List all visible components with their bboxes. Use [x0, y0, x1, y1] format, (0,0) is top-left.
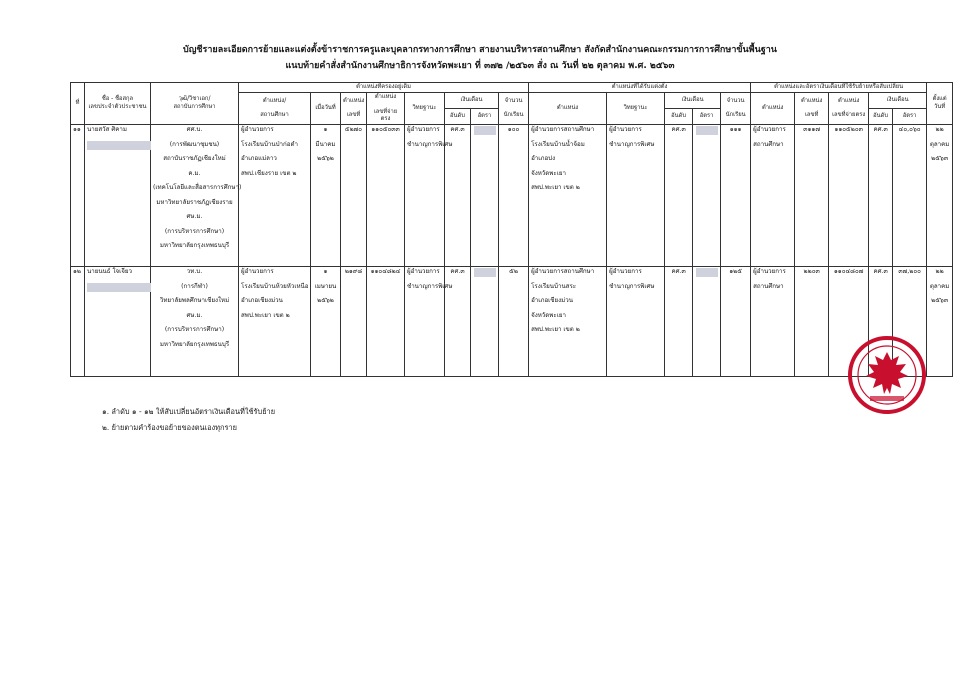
cell-text: ๒๕๖๒ [317, 297, 334, 305]
cell-text: โรงเรียนบ้านป่าก่อดำ [241, 140, 298, 148]
seal-banner [870, 396, 904, 401]
cell-text: สพป.เชียงราย เขต ๒ [241, 169, 297, 177]
cell-text: จังหวัดพะเยา [531, 311, 566, 319]
col-students: จำนวน นักเรียน [499, 93, 529, 125]
cell-rank [405, 267, 453, 377]
cell-sal-pos-no [795, 267, 829, 377]
col-pos-code: ตำแหน่ง เลขที่จ่ายตรง [367, 93, 405, 125]
cell-text: ผู้อำนวยการ [241, 268, 274, 276]
cell-effective [927, 267, 953, 377]
cell-text: ๓๑๑๗ [803, 126, 820, 134]
group-salary-position: ตำแหน่งและอัตราเงินเดือนที่ใช้รับย้ายหรือสับเปลี่ยน [751, 83, 927, 93]
cell-text: สถานศึกษา [753, 140, 784, 148]
cell-sal-position [751, 125, 795, 267]
cell-text: สถาบันราชภัฏเชียงใหม่ [163, 155, 226, 163]
redacted-block [474, 268, 496, 277]
garuda-emblem-icon [866, 352, 908, 394]
cell-text: ชำนาญการพิเศษ [407, 282, 453, 290]
cell-no [71, 125, 85, 267]
cell-new-level [665, 125, 693, 267]
cell-text: โรงเรียนบ้านห้วยหัวเหนือ [241, 282, 309, 290]
cell-students [499, 267, 529, 377]
document-title: บัญชีรายละเอียดการย้ายและแต่งตั้งข้าราชการครูและบุคลากรทางการศึกษา สายงานบริหารสถานศึกษา สังกัดสำนักงานคณะกรรมการการศึกษาขั้นพื้นฐาน [183, 45, 777, 55]
col-rank: วิทยฐานะ [405, 93, 445, 125]
cell-text: ๑ [323, 268, 328, 276]
cell-text: ๑๒๕ [729, 268, 742, 276]
id-number-redacted [87, 141, 148, 156]
note-item: ๑. ลำดับ ๑ - ๑๒ ให้สับเปลี่ยนอัตราเงินเดือนที่ใช้รับย้าย [102, 407, 276, 416]
cell-text: ผู้อำนวยการ [609, 126, 642, 134]
cell-text: ๓๗,๒๐๐ [898, 268, 921, 276]
cell-pos-no [341, 125, 367, 267]
col-new-rate: อัตรา [693, 109, 721, 125]
cell-text: (การกีฬา) [181, 282, 208, 290]
cell-sal-level [869, 125, 893, 267]
cell-text: ๕๒ [509, 268, 518, 276]
col-new-students: จำนวน นักเรียน [721, 93, 751, 125]
cell-text: ๑ [323, 126, 328, 134]
cell-text: ๑๑๐๕๐๓๓ [371, 126, 400, 134]
col-degree: วุฒิ/วิชาเอก/ สถาบันการศึกษา [151, 83, 239, 125]
notes [102, 404, 275, 436]
cell-text: (การพัฒนาชุมชน) [169, 140, 220, 148]
cell-new-level [665, 267, 693, 377]
cell-text: ๒๒ [935, 126, 944, 134]
col-name: ชื่อ - ชื่อสกุล เลขประจำตัวประชาชน [85, 83, 151, 125]
table-row [71, 125, 953, 267]
cell-text: เมษายน [314, 282, 337, 290]
redacted-block [696, 126, 718, 135]
cell-text: ๑๑๑ [729, 126, 742, 134]
cell-text: ๑๐๐ [507, 126, 520, 134]
cell-text: ชำนาญการพิเศษ [407, 140, 453, 148]
cell-name [85, 125, 151, 267]
col-pos-no: ตำแหน่ง เลขที่ [341, 93, 367, 125]
cell-new-position [529, 125, 607, 267]
col-sal-pos-no: ตำแหน่ง เลขที่ [795, 93, 829, 125]
cell-text: ๒๕๖๓ [931, 297, 949, 305]
redacted-block [696, 268, 718, 277]
cell-text: ศษ.ม. [186, 213, 203, 221]
cell-no [71, 267, 85, 377]
cell-sal-position [751, 267, 795, 377]
cell-new-rank [607, 125, 665, 267]
col-position: ตำแหน่ง/ สถานศึกษา [239, 93, 311, 125]
cell-text: สพป.พะเยา เขต ๒ [531, 326, 580, 334]
cell-text: ค.ม. [188, 169, 201, 177]
col-effective: ตั้งแต่ วันที่ [927, 83, 953, 125]
cell-text: ๑๑๐๔๘๒๔ [370, 268, 401, 276]
cell-text: ๒๒๐๓ [803, 268, 820, 276]
cell-text: (การบริหารการศึกษา) [164, 326, 225, 334]
cell-text: ๒๑๙๘ [344, 268, 363, 276]
cell-rate [471, 267, 499, 377]
cell-text: ผู้อำนวยการ [407, 268, 440, 276]
cell-text: อำเภอแม่ลาว [241, 155, 277, 163]
col-no: ที่ [71, 83, 85, 125]
cell-sal-pos-code [829, 125, 869, 267]
col-sal-salary: เงินเดือน [869, 93, 927, 109]
cell-text: วิทยาลัยพลศึกษาเชียงใหม่ [159, 297, 230, 305]
cell-text: ศศ.บ. [186, 126, 203, 134]
note-item: ๒. ย้ายตามคำร้องขอย้ายของตนเองทุกราย [102, 423, 237, 432]
cell-text: (การบริหารการศึกษา) [164, 227, 225, 235]
cell-effective [927, 125, 953, 267]
cell-text: ผู้อำนวยการ [241, 126, 274, 134]
cell-text: ผู้อำนวยการ [753, 126, 786, 134]
cell-text: อำเภอปง [531, 155, 556, 163]
col-sal-pos-code: ตำแหน่ง เลขที่จ่ายตรง [829, 93, 869, 125]
group-appointed-position: ตำแหน่งที่ได้รับแต่งตั้ง [529, 83, 751, 93]
cell-pos-code [367, 267, 405, 377]
cell-new-position [529, 267, 607, 377]
table-row [71, 267, 953, 377]
cell-text: โรงเรียนบ้านน้ำจ้อม [531, 140, 585, 148]
cell-since [311, 125, 341, 267]
cell-text: จังหวัดพะเยา [531, 169, 566, 177]
col-rate: อัตรา [471, 109, 499, 125]
cell-text: สพป.พะเยา เขต ๒ [531, 184, 580, 192]
cell-text: วท.บ. [186, 268, 203, 276]
col-sal-level: อันดับ [869, 109, 893, 125]
cell-text: มีนาคม [315, 140, 336, 148]
cell-text: มหาวิทยาลัยกรุงเทพธนบุรี [159, 340, 230, 348]
cell-pos-no [341, 267, 367, 377]
cell-text: อำเภอเชียงม่วน [531, 297, 573, 305]
cell-text: ๒๒ [935, 268, 944, 276]
group-current-position: ตำแหน่งที่ครองอยู่เดิม [239, 83, 529, 93]
cell-new-rank [607, 267, 665, 377]
cell-sal-pos-no [795, 125, 829, 267]
col-sal-position: ตำแหน่ง [751, 93, 795, 125]
cell-text: อำเภอเชียงม่วน [241, 297, 283, 305]
cell-text: นายสวัส ศิคาม [87, 126, 127, 134]
cell-text: คศ.๓ [671, 268, 686, 276]
cell-text: ตุลาคม [929, 140, 950, 148]
cell-rate [471, 125, 499, 267]
cell-text: มหาวิทยาลัยราชภัฏเชียงราย [156, 198, 233, 206]
cell-text: คศ.๓ [873, 268, 888, 276]
document-subtitle: แนบท้ายคำสั่งสำนักงานศึกษาธิการจังหวัดพะเยา ที่ ๓๗๒ /๒๕๖๓ สั่ง ณ วันที่ ๒๒ ตุลาคม พ.ศ. ๒๕๖๓ [285, 61, 675, 71]
official-seal [846, 334, 928, 416]
col-level: อันดับ [445, 109, 471, 125]
cell-text: มหาวิทยาลัยกรุงเทพธนบุรี [159, 242, 230, 250]
cell-name [85, 267, 151, 377]
redacted-block [87, 141, 151, 150]
redacted-block [474, 126, 496, 135]
cell-degree [151, 267, 239, 377]
col-new-level: อันดับ [665, 109, 693, 125]
cell-text: ผู้อำนวยการสถานศึกษา [531, 268, 595, 276]
cell-sal-rate [893, 125, 927, 267]
cell-text: สถานศึกษา [753, 282, 784, 290]
cell-text: ๒๕๖๒ [317, 155, 334, 163]
cell-text: ๑๑ [73, 126, 81, 134]
cell-new-students [721, 267, 751, 377]
cell-text: ผู้อำนวยการสถานศึกษา [531, 126, 595, 134]
cell-new-students [721, 125, 751, 267]
cell-degree [151, 125, 242, 267]
cell-text: นายนนธ์ ใจเจียว [87, 268, 133, 276]
cell-text: ชำนาญการพิเศษ [609, 140, 655, 148]
col-new-rank: วิทยฐานะ [607, 93, 665, 125]
cell-text: คศ.๓ [873, 126, 888, 134]
cell-new-rate [693, 267, 721, 377]
cell-text: ๔๐,๐๖๐ [898, 126, 921, 134]
cell-text: ผู้อำนวยการ [407, 126, 440, 134]
cell-text: ผู้อำนวยการ [609, 268, 642, 276]
id-number-redacted [87, 283, 148, 298]
cell-text: ๒๕๖๓ [931, 155, 949, 163]
cell-text: (เทคโนโลยีและสื่อสารการศึกษา) [153, 184, 242, 192]
cell-text: ๕๒๗๐ [344, 126, 363, 134]
cell-new-rate [693, 125, 721, 267]
col-since: เมื่อวันที่ [311, 93, 341, 125]
cell-text: สพป.พะเยา เขต ๒ [241, 311, 290, 319]
cell-text: ชำนาญการพิเศษ [609, 282, 655, 290]
col-sal-rate: อัตรา [893, 109, 927, 125]
cell-text: คศ.๓ [671, 126, 686, 134]
transfer-table [70, 82, 953, 377]
cell-position [239, 125, 311, 267]
cell-position [239, 267, 311, 377]
cell-pos-code [367, 125, 405, 267]
cell-text: ตุลาคม [929, 282, 950, 290]
col-new-position: ตำแหน่ง [529, 93, 607, 125]
col-salary: เงินเดือน [445, 93, 499, 109]
cell-text: คศ.๓ [450, 268, 465, 276]
redacted-block [87, 283, 151, 292]
col-new-salary: เงินเดือน [665, 93, 721, 109]
cell-since [311, 267, 341, 377]
cell-text: ๑๑๐๔๘๐๗ [833, 268, 864, 276]
cell-text: โรงเรียนบ้านสระ [531, 282, 577, 290]
cell-text: ศษ.ม. [186, 311, 203, 319]
cell-text: ๑๑๐๕๒๐๓ [834, 126, 863, 134]
cell-text: ๑๒ [73, 268, 82, 276]
cell-students [499, 125, 529, 267]
cell-text: ผู้อำนวยการ [753, 268, 786, 276]
cell-rank [405, 125, 453, 267]
cell-text: คศ.๓ [450, 126, 465, 134]
